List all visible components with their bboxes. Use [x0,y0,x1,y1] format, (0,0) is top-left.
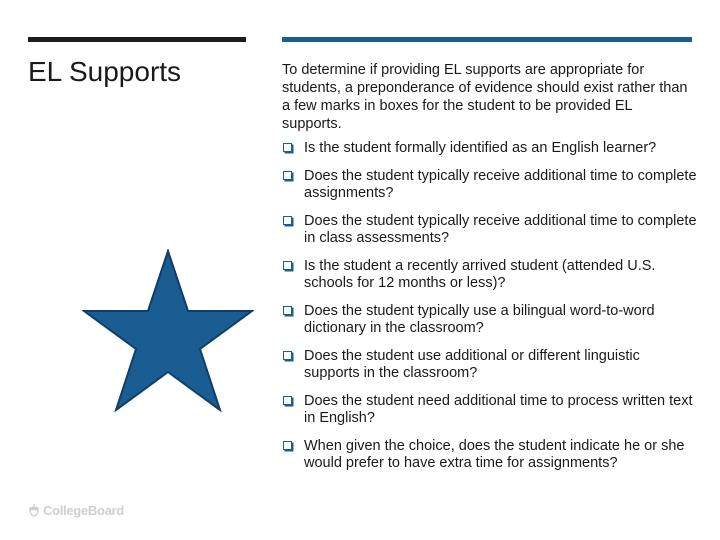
checklist-item-text: Does the student typically receive additional time to complete assignments? [304,168,697,201]
checkbox-icon [283,396,292,405]
page-title: EL Supports [28,56,182,87]
logo-text: CollegeBoard [43,502,124,518]
checklist-item [282,258,698,292]
checkbox-icon [283,216,292,225]
content-divider-bar [282,37,692,42]
checklist-item [282,393,698,427]
checklist-item [282,168,698,202]
question-checklist [282,140,698,483]
checklist-item-text: When given the choice, does the student indicate he or she would prefer to have extra time for assignments? [304,438,685,471]
checkbox-icon [283,306,292,315]
checkbox-icon [283,261,292,270]
checklist-item [282,348,698,382]
checklist-item [282,303,698,337]
checklist-item [282,213,698,247]
acorn-icon [28,503,40,517]
checklist-item-text: Is the student formally identified as an English learner? [304,140,657,156]
checklist-item [282,438,698,472]
star-shape [84,251,252,410]
checklist-item-text: Does the student typically receive additional time to complete in class assessments? [304,213,697,246]
checkbox-icon [283,171,292,180]
checkbox-icon [283,441,292,450]
star-icon [82,249,254,412]
checklist-item-text: Does the student typically use a bilingual word-to-word dictionary in the classroom? [304,303,655,336]
checkbox-icon [283,143,292,152]
college-board-logo [28,500,124,520]
checklist-item [282,140,698,157]
checklist-item-text: Does the student need additional time to process written text in English? [304,393,693,426]
title-divider-bar [28,37,246,42]
checkbox-icon [283,351,292,360]
intro-paragraph: To determine if providing EL supports are appropriate for students, a preponderance of evidence should exist rather than a few marks in boxes for the student to be provided EL supports. [282,62,688,132]
checklist-item-text: Is the student a recently arrived student (attended U.S. schools for 12 months or less)? [304,258,656,291]
checklist-item-text: Does the student use additional or different linguistic supports in the classroom? [304,348,640,381]
